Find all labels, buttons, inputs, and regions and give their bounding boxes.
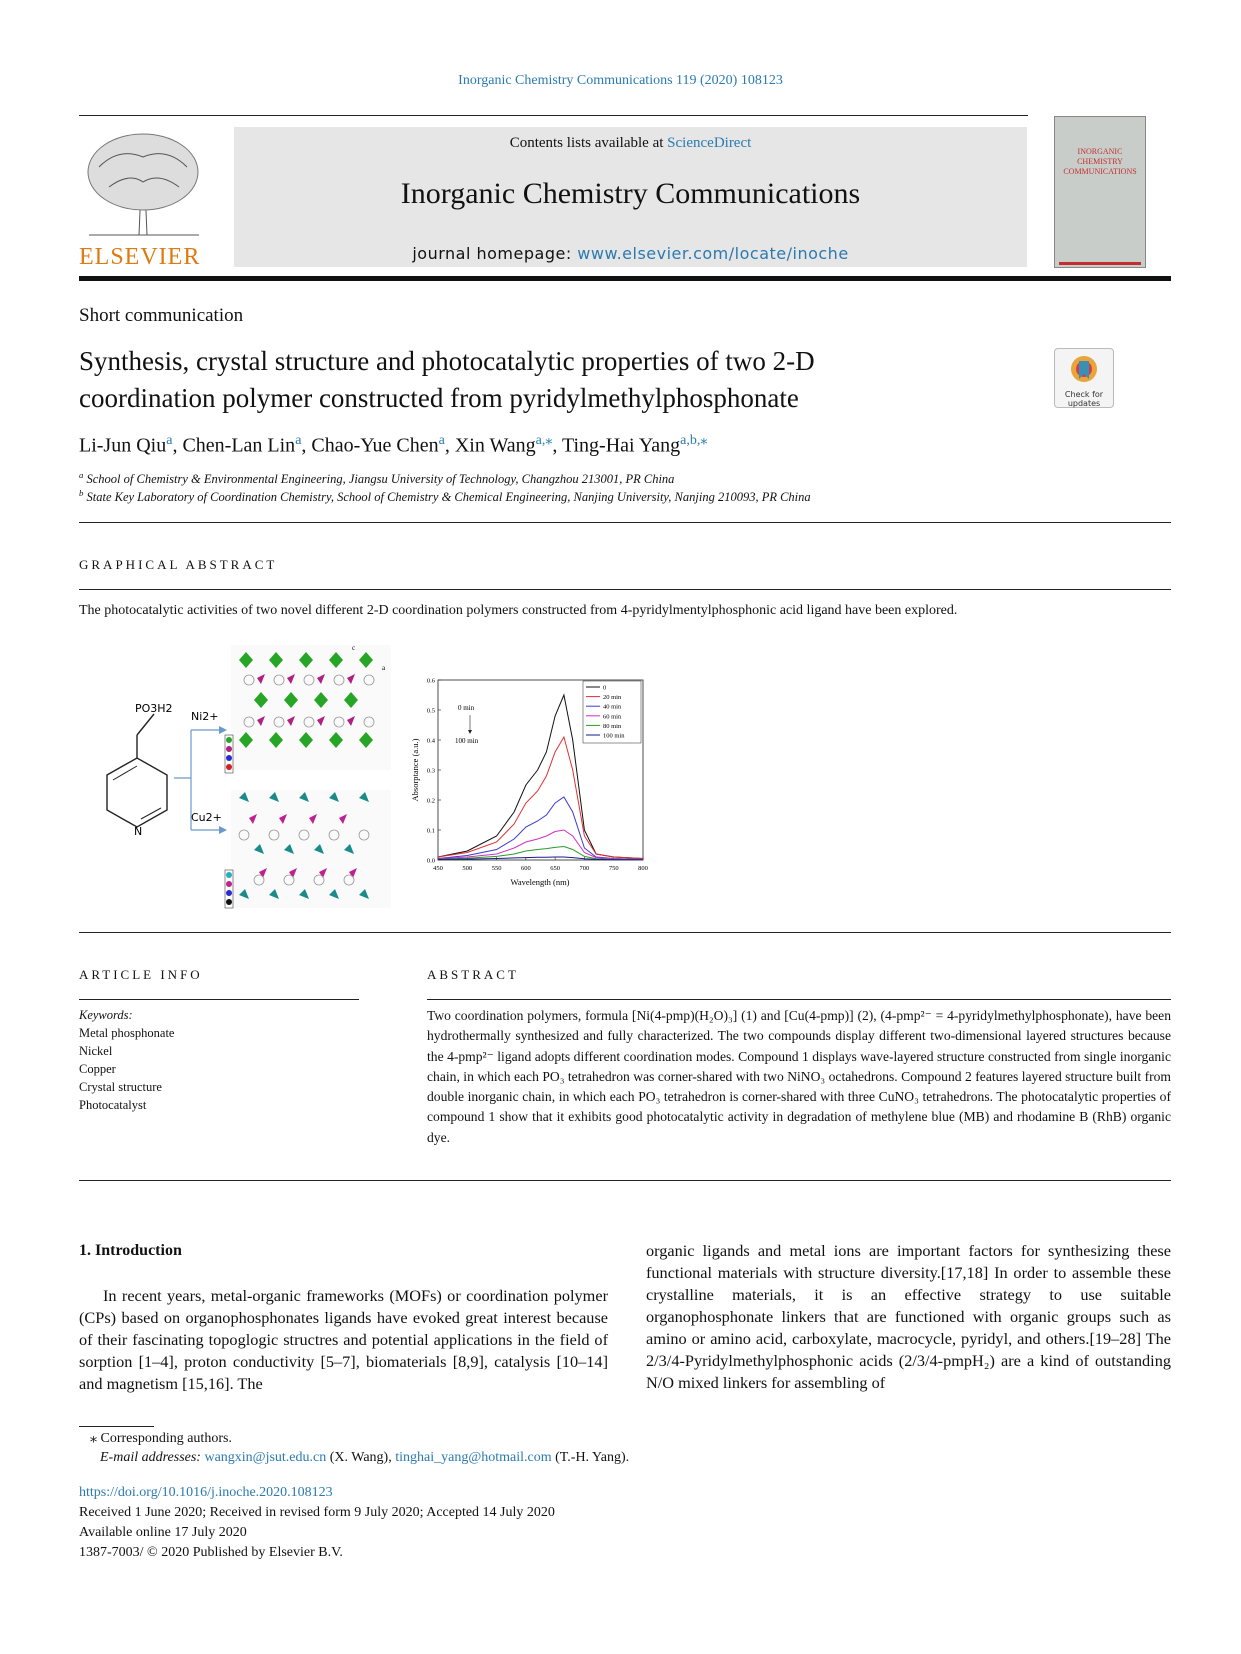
ni-structure-image <box>231 644 391 770</box>
legend <box>583 681 641 743</box>
divider <box>79 999 359 1000</box>
article-type: Short communication <box>79 305 244 326</box>
keyword: Crystal structure <box>79 1080 162 1094</box>
ring-bond <box>113 766 137 780</box>
series-line-20-min <box>438 737 643 859</box>
x-tick-label: 750 <box>608 865 619 872</box>
header-rule <box>79 115 1028 116</box>
introduction-heading: 1. Introduction <box>79 1242 182 1259</box>
author-affil-mark[interactable]: a <box>295 433 302 448</box>
x-tick-label: 450 <box>433 865 443 872</box>
graphical-abstract-text: The photocatalytic activities of two novel different 2-D coordination polymers constructed from 4-pyridylmentylphosphonic acid ligand have been explored. <box>79 603 958 618</box>
annotation-100min: 100 min <box>455 737 479 745</box>
y-axis <box>427 678 441 865</box>
annotation-arrow-head <box>468 730 472 734</box>
journal-title: Inorganic Chemistry Communications <box>400 177 861 210</box>
y-tick-label: 0.3 <box>426 767 435 775</box>
x-tick-label: 500 <box>462 865 473 872</box>
check-for-updates-button[interactable] <box>1054 348 1114 408</box>
y-tick-label: 0.0 <box>426 857 435 865</box>
introduction-left-column: In recent years, metal-organic frameworks (MOFs) or coordination polymer (CPs) based on organophosphonates ligands have evoked great interest because of their fascinating topoglogic structres and potential applications in the field of sorption [1–4], proton conductivity [5–7], biomaterials [8,9], catalysis [10–14] and magnetism [15,16]. The <box>79 1286 608 1393</box>
arrow-head <box>219 826 227 834</box>
x-tick-label: 800 <box>638 865 648 872</box>
tree-icon <box>79 127 209 237</box>
axis-a-label: a <box>382 664 386 672</box>
homepage-line: journal homepage: www.elsevier.com/locate/inoche <box>412 244 849 263</box>
pyridine-ring <box>107 758 167 827</box>
affiliation: $^a$ School of Chemistry & Environmental Engineering, Jiangsu University of Technology, Changzhou 213001, PR China <box>79 470 675 487</box>
received-dates: Received 1 June 2020; Received in revised form 9 July 2020; Accepted 14 July 2020 <box>79 1505 555 1520</box>
p-bond <box>137 714 154 735</box>
x-tick-label: 550 <box>491 865 502 872</box>
introduction-right-column: organic ligands and metal ions are important factors for synthesizing these functional materials with structure diversity.[17,18] In order to assemble these crystalline materials, it is an effective strategy to use suitable organophosphonate linkers that are functioned with organic groups such as amino or amino acid, carboxylate, macrocycle, pyridyl, and others.[19–28] The 2/3/4-Pyridylmethylphosphonic acids (2/3/4-pmpH₂) are a kind of outstanding N/O mixed linkers for assembling of <box>646 1241 1171 1392</box>
header-thick-rule <box>79 276 1171 281</box>
author: Ting-Hai Yang <box>561 434 681 457</box>
cu-label: Cu2+ <box>191 811 222 824</box>
y-tick-label: 0.2 <box>426 797 435 805</box>
legend-label: 20 min <box>603 694 622 702</box>
divider <box>79 522 1171 523</box>
abstract-text: Two coordination polymers, formula [Ni(4-pmp)(H₂O)₃] (1) and [Cu(4-pmp)] (2), (4-pmp²⁻ = 4-pyridylmethylphosphonate), have been hydrothermally synthesized and fully characterized. The two compounds display different two-dimensional layered structures because the 4-pmp²⁻ ligand adopts different coordination modes. Compound 1 displays wave-layered structure constructed from single inorganic chain, in which each PO₃ tetrahedron was corner-shared with two NiNO₃ octahedrons. Compound 2 features layered structure built from double inorganic chain, in which each PO₃ tetrahedron is corner-shared with three CuNO₃ tetrahedrons. The photocatalytic properties of compound 1 show that it exhibits good photocatalytic activity in degradation of methylene blue (MB) and rhodamine B (RhB) organic dye. <box>427 1008 1171 1145</box>
corresponding-note: ⁎ Corresponding authors. <box>90 1431 232 1446</box>
divider <box>427 999 1171 1000</box>
homepage-link[interactable]: www.elsevier.com/locate/inoche <box>577 244 849 263</box>
keyword: Copper <box>79 1062 116 1076</box>
cover-title: INORGANIC CHEMISTRY COMMUNICATIONS <box>1063 147 1137 176</box>
x-tick-label: 650 <box>550 865 561 872</box>
email-link[interactable]: tinghai_yang@hotmail.com <box>395 1450 552 1465</box>
axis-c-label: c <box>352 644 356 652</box>
y-tick-label: 0.4 <box>426 737 435 745</box>
email-link[interactable]: wangxin@jsut.edu.cn <box>204 1450 327 1465</box>
y-axis-label: Absorptance (a.u.) <box>410 738 420 802</box>
cover-stripe <box>1059 262 1141 265</box>
legend-label: 80 min <box>603 722 622 730</box>
legend-label: 0 <box>603 684 607 692</box>
legend-label: 40 min <box>603 703 622 711</box>
legend-label: 60 min <box>603 713 622 721</box>
elsevier-logo[interactable] <box>79 127 209 270</box>
footnote-rule <box>79 1426 154 1427</box>
author: Xin Wang <box>454 434 536 457</box>
y-tick-label: 0.1 <box>426 827 435 835</box>
bookmark-icon <box>1055 349 1113 385</box>
journal-citation[interactable]: Inorganic Chemistry Communications 119 (2020) 108123 <box>458 73 783 88</box>
po3h2-label: PO3H2 <box>135 702 173 715</box>
journal-banner <box>234 127 1027 267</box>
article-info-heading: ARTICLE INFO <box>79 967 203 982</box>
x-axis-label: Wavelength (nm) <box>510 877 570 887</box>
keyword: Photocatalyst <box>79 1098 147 1112</box>
sciencedirect-link[interactable]: ScienceDirect <box>667 135 752 151</box>
divider <box>79 932 1171 933</box>
legend-label: 100 min <box>603 732 625 740</box>
y-tick-label: 0.5 <box>426 707 435 715</box>
absorptance-chart <box>408 675 653 895</box>
author-affil-mark[interactable]: a <box>438 433 445 448</box>
affiliation: $^b$ State Key Laboratory of Coordination Chemistry, School of Chemistry & Chemical Engineering, Nanjing University, Nanjing 210093, PR China <box>79 488 811 505</box>
ring-bond <box>141 808 161 819</box>
article-title: Synthesis, crystal structure and photocatalytic properties of two 2-D coordination polymer constructed from pyridylmethylphosphonate <box>79 346 815 413</box>
nitrogen-label: N <box>134 825 143 838</box>
doi-link[interactable]: https://doi.org/10.1016/j.inoche.2020.108123 <box>79 1485 333 1500</box>
author: Chen-Lan Lin <box>182 434 296 457</box>
author-affil-mark[interactable]: a,b,⁎ <box>680 433 708 448</box>
elsevier-wordmark: ELSEVIER <box>79 244 201 270</box>
graphical-abstract-scheme <box>79 640 409 910</box>
graphical-abstract-heading: GRAPHICAL ABSTRACT <box>79 557 278 572</box>
x-tick-label: 700 <box>579 865 590 872</box>
keyword: Metal phosphonate <box>79 1026 175 1040</box>
keywords-label: Keywords: <box>79 1008 133 1022</box>
abstract-heading: ABSTRACT <box>427 967 519 982</box>
annotation-0min: 0 min <box>458 704 475 712</box>
author-affil-mark[interactable]: a <box>166 433 173 448</box>
y-tick-label: 0.6 <box>426 677 435 685</box>
author: Li-Jun Qiu <box>79 434 167 457</box>
x-tick-label: 600 <box>520 865 531 872</box>
contents-line: Contents lists available at ScienceDirect <box>509 135 752 151</box>
arrow-head <box>219 726 227 734</box>
author: Chao-Yue Chen <box>311 434 439 457</box>
author-affil-mark[interactable]: a,⁎ <box>535 433 553 448</box>
copyright: 1387-7003/ © 2020 Published by Elsevier B.V. <box>79 1545 343 1560</box>
divider <box>79 1180 1171 1181</box>
email-line: E-mail addresses: wangxin@jsut.edu.cn (X. Wang), tinghai_yang@hotmail.com (T.-H. Yang). <box>100 1450 630 1465</box>
keyword: Nickel <box>79 1044 113 1058</box>
check-updates-label: Check for updates <box>1064 390 1104 408</box>
cu-structure-image <box>231 790 391 908</box>
journal-cover[interactable] <box>1054 116 1146 268</box>
divider <box>79 589 1171 590</box>
ni-label: Ni2+ <box>191 710 219 723</box>
author-list: Li-Jun Qiu$^a$, Chen-Lan Lin$^a$, Chao-Yue Chen$^a$, Xin Wang$^{a,⁎}$, Ting-Hai Yang$^{a,b,⁎}$ <box>79 433 708 457</box>
available-online: Available online 17 July 2020 <box>79 1525 247 1540</box>
